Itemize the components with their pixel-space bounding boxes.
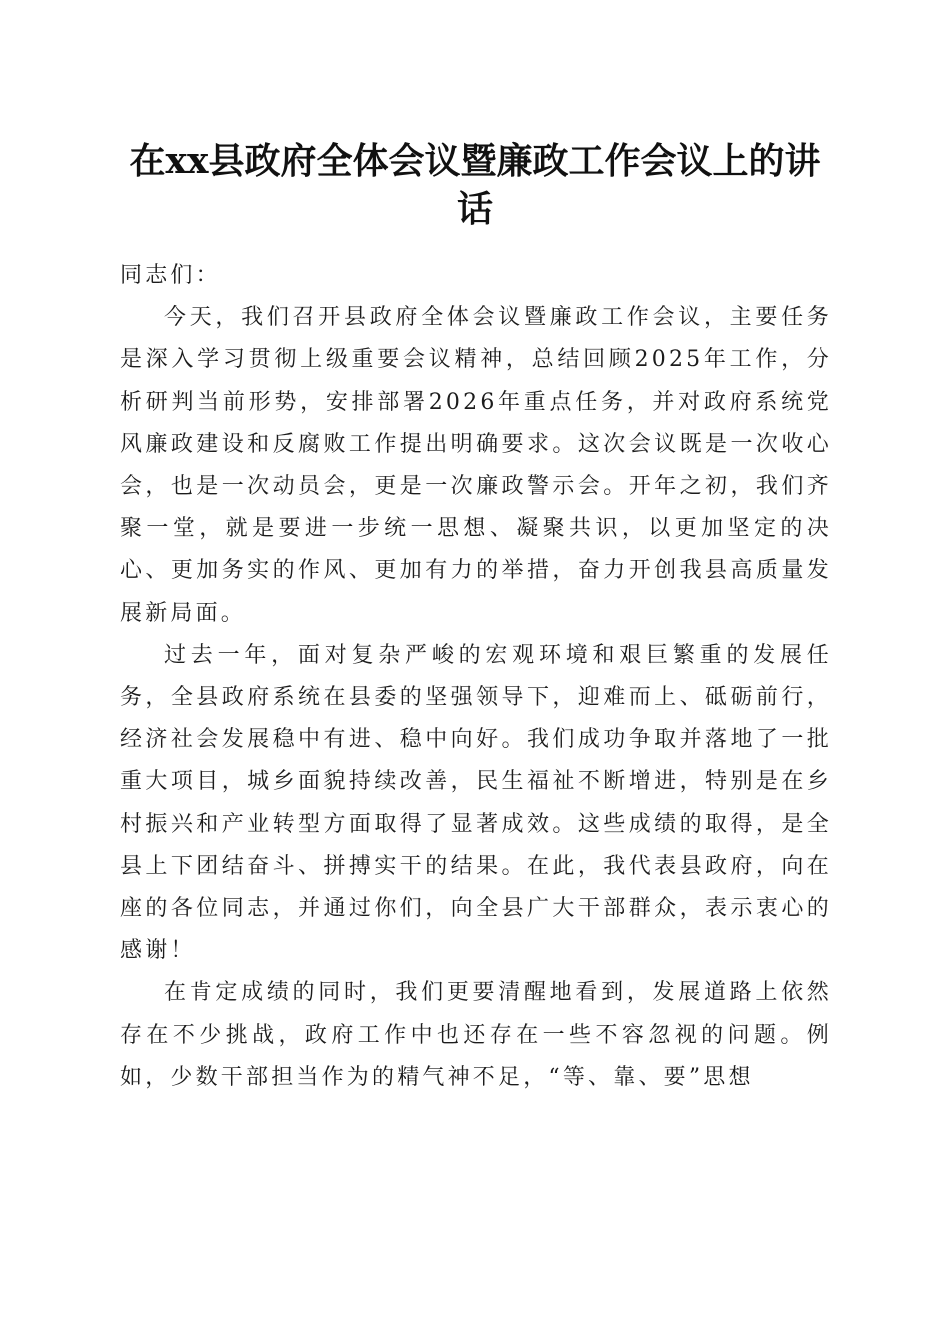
document-body (120, 255, 832, 1099)
paragraph-3: 在肯定成绩的同时，我们更要清醒地看到，发展道路上依然存在不少挑战，政府工作中也还存在一些不容忽视的问题。例如，少数干部担当作为的精气神不足，“等、靠、要”思想 (120, 980, 832, 1090)
paragraph-2: 过去一年，面对复杂严峻的宏观环境和艰巨繁重的发展任务，全县政府系统在县委的坚强领导下，迎难而上、砥砺前行，经济社会发展稳中有进、稳中向好。我们成功争取并落地了一批重大项目，城乡面貌持续改善，民生福祉不断增进，特别是在乡村振兴和产业转型方面取得了显著成效。这些成绩的取得，是全县上下团结奋斗、拼搏实干的结果。在此，我代表县政府，向在座的各位同志，并通过你们，向全县广大干部群众，表示衷心的感谢！ (120, 642, 832, 964)
paragraph-1: 今天，我们召开县政府全体会议暨廉政工作会议，主要任务是深入学习贯彻上级重要会议精神，总结回顾2025年工作，分析研判当前形势，安排部署2026年重点任务，并对政府系统党风廉政建设和反腐败工作提出明确要求。这次会议既是一次收心会，也是一次动员会，更是一次廉政警示会。开年之初，我们齐聚一堂，就是要进一步统一思想、凝聚共识，以更加坚定的决心、更加务实的作风、更加有力的举措，奋力开创我县高质量发展新局面。 (120, 305, 832, 626)
salutation: 同志们： (120, 263, 221, 288)
document-title: 在xx县政府全体会议暨廉政工作会议上的讲话 (129, 140, 821, 230)
